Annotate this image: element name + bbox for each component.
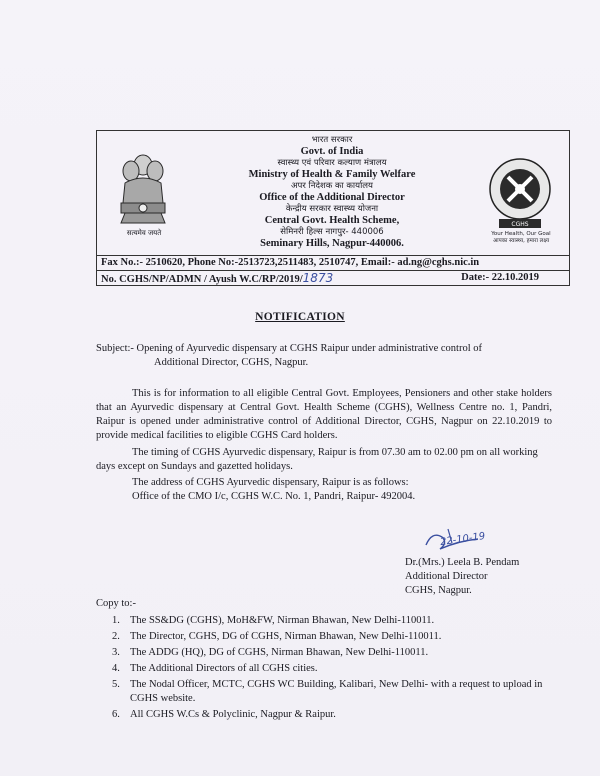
- reference-number: No. CGHS/NP/ADMN / Ayush W.C/RP/2019/: [101, 274, 303, 285]
- signatory-designation: Additional Director: [405, 571, 488, 582]
- signatory-name: Dr.(Mrs.) Leela B. Pendam: [405, 557, 520, 568]
- hindi-govt: भारत सरकार: [311, 135, 353, 145]
- list-item: [112, 646, 552, 660]
- body-paragraph-2: The timing of CGHS Ayurvedic dispensary, Raipur is from 07.30 am to 02.00 pm on all working days except on Sundays and gazetted holidays.: [96, 447, 538, 472]
- list-number: 4.: [112, 663, 120, 674]
- logo-tagline-block: [475, 231, 567, 245]
- handwritten-number: 1873: [302, 271, 334, 285]
- dispensary-address: Office of the CMO I/c, CGHS W.C. No. 1, Pandri, Raipur- 492004.: [132, 491, 416, 502]
- list-text: The Additional Directors of all CGHS cities.: [130, 663, 318, 674]
- list-item: [112, 614, 552, 628]
- list-text: The ADDG (HQ), DG of CGHS, Nirman Bhawan, New Delhi-110011.: [130, 647, 429, 658]
- hindi-scheme: केन्द्रीय सरकार स्वास्थ्य योजना: [285, 204, 379, 214]
- contact-line: Fax No.:- 2510620, Phone No:-2513723,2511483, 2510747, Email:- ad.ng@cghs.nic.in: [96, 255, 570, 271]
- subject-line-2: Additional Director, CGHS, Nagpur.: [154, 357, 309, 368]
- office-address: Seminary Hills, Nagpur-440006.: [260, 238, 404, 249]
- subject-line-1: Subject:- Opening of Ayurvedic dispensary at CGHS Raipur under administrative control of: [96, 343, 482, 354]
- ministry-name: Ministry of Health & Family Welfare: [248, 169, 416, 180]
- letterhead-text: [187, 135, 477, 250]
- govt-name: Govt. of India: [300, 146, 364, 157]
- list-number: 3.: [112, 647, 120, 658]
- list-text: The SS&DG (CGHS), MoH&FW, Nirman Bhawan, New Delhi-110011.: [130, 615, 435, 626]
- list-item: [112, 708, 552, 722]
- copy-to-label: Copy to:-: [96, 598, 136, 609]
- list-number: 1.: [112, 615, 120, 626]
- signatory-org: CGHS, Nagpur.: [405, 585, 472, 596]
- body-paragraph-3: The address of CGHS Ayurvedic dispensary, Raipur is as follows:: [132, 477, 409, 488]
- hindi-office: अपर निदेशक का कार्यालय: [291, 181, 373, 191]
- body-paragraph-1: This is for information to all eligible Central Govt. Employees, Pensioners and other stake holders that an Ayurvedic dispensary at Central Govt. Health Scheme (CGHS), Wellness Centre no. 1, Pandri, Raipur is opened under administrative control of Additional Director, CGHS, Nagpur on 22.10.2019 to provide medical facilities to eligible CGHS Card holders.: [96, 388, 552, 441]
- list-text: The Director, CGHS, DG of CGHS, Nirman Bhawan, New Delhi-110011.: [130, 631, 442, 642]
- logo-tagline-hindi: आपका स्वास्थ्य, हमारा लक्ष्य: [492, 238, 550, 244]
- list-text: All CGHS W.Cs & Polyclinic, Nagpur & Raipur.: [130, 709, 336, 720]
- list-number: 5.: [112, 679, 120, 690]
- emblem-caption: सत्यमेव जयते: [126, 229, 162, 237]
- reference-line: [96, 270, 570, 286]
- copy-to-list: [112, 614, 552, 724]
- svg-text:CGHS: CGHS: [511, 221, 529, 228]
- list-item: [112, 678, 552, 706]
- scheme-name: Central Govt. Health Scheme,: [264, 215, 400, 226]
- list-item: [112, 662, 552, 676]
- logo-tagline: Your Health, Our Goal: [491, 231, 551, 237]
- list-text: The Nodal Officer, MCTC, CGHS WC Building, Kalibari, New Delhi- with a request to upload in CGHS website.: [130, 679, 543, 704]
- letterhead: [96, 130, 570, 256]
- list-item: [112, 630, 552, 644]
- national-emblem-icon: [111, 143, 175, 243]
- list-number: 6.: [112, 709, 120, 720]
- signature-block: [405, 556, 519, 598]
- list-number: 2.: [112, 631, 120, 642]
- page-title: NOTIFICATION: [255, 311, 345, 323]
- office-name: Office of the Additional Director: [259, 192, 405, 203]
- hindi-address: सेमिनरी हिल्स नागपुर- 440006: [280, 227, 384, 237]
- reference-date: Date:- 22.10.2019: [461, 272, 539, 283]
- signature-date: 22-10-19: [439, 530, 486, 549]
- subject: [96, 342, 536, 370]
- hindi-ministry: स्वास्थ्य एवं परिवार कल्याण मंत्रालय: [277, 158, 387, 168]
